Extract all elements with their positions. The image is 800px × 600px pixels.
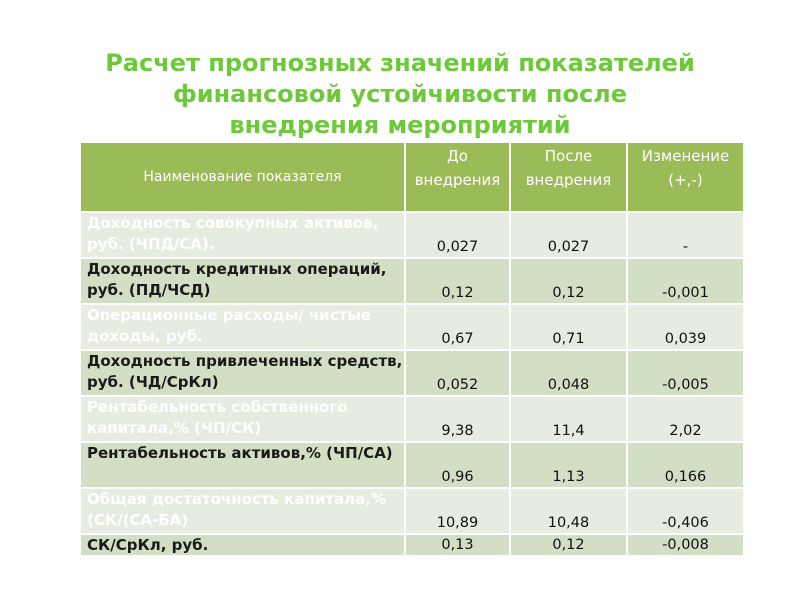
row-before: 0,12 (405, 258, 510, 304)
table-row (80, 258, 744, 304)
row-name: Операционные расходы/ чистые доходы, руб. (87, 306, 372, 345)
row-name: Общая достаточность капитала,% (СК/(СА-БА) (87, 490, 386, 529)
row-after: 0,71 (510, 304, 627, 350)
row-name-cell (80, 442, 405, 488)
row-name: Доходность привлеченных средств, руб. (ЧД/СрКл) (87, 352, 403, 391)
row-after: 0,12 (510, 258, 627, 304)
table-row (80, 534, 744, 556)
row-before: 0,027 (405, 212, 510, 258)
title-line-3: внедрения мероприятий (229, 111, 571, 139)
row-before: 0,13 (405, 534, 510, 556)
header-change (627, 142, 744, 212)
table-row (80, 350, 744, 396)
row-change: - (627, 212, 744, 258)
table-header-row (80, 142, 744, 212)
slide-title (60, 48, 740, 141)
title-line-2: финансовой устойчивости после (172, 80, 628, 108)
table-row (80, 396, 744, 442)
row-name-cell (80, 396, 405, 442)
row-name-cell (80, 534, 405, 556)
row-before: 0,96 (405, 442, 510, 488)
row-change: -0,001 (627, 258, 744, 304)
row-name: Рентабельность активов,% (ЧП/СА) (87, 444, 393, 462)
row-after: 10,48 (510, 488, 627, 534)
row-name: Доходность совокупных активов, руб. (ЧПД/СА). (87, 214, 379, 253)
row-name-cell (80, 258, 405, 304)
row-after: 0,048 (510, 350, 627, 396)
table-row (80, 488, 744, 534)
indicators-table (79, 141, 745, 557)
row-name: Рентабельность собственного капитала,% (ЧП/СК) (87, 398, 348, 437)
row-before: 0,052 (405, 350, 510, 396)
row-name: СК/СрКл, руб. (87, 536, 209, 554)
row-change: 0,039 (627, 304, 744, 350)
row-name: Доходность кредитных операций, руб. (ПД/ЧСД) (87, 260, 387, 299)
row-before: 9,38 (405, 396, 510, 442)
row-change: 0,166 (627, 442, 744, 488)
table-row (80, 442, 744, 488)
row-after: 1,13 (510, 442, 627, 488)
header-before-text: До внедрения (414, 147, 501, 189)
row-change: 2,02 (627, 396, 744, 442)
row-after: 0,027 (510, 212, 627, 258)
row-after: 0,12 (510, 534, 627, 556)
row-before: 10,89 (405, 488, 510, 534)
row-change: -0,406 (627, 488, 744, 534)
table-row (80, 212, 744, 258)
row-name-cell (80, 488, 405, 534)
header-before (405, 142, 510, 212)
header-name: Наименование показателя (80, 142, 405, 212)
header-after (510, 142, 627, 212)
header-change-text: Изменение (+,-) (641, 147, 730, 189)
row-name-cell (80, 212, 405, 258)
row-before: 0,67 (405, 304, 510, 350)
header-after-text: После внедрения (525, 147, 612, 189)
row-name-cell (80, 350, 405, 396)
title-line-1: Расчет прогнозных значений показателей (105, 49, 695, 77)
row-change: -0,005 (627, 350, 744, 396)
row-change: -0,008 (627, 534, 744, 556)
row-name-cell (80, 304, 405, 350)
table-row (80, 304, 744, 350)
row-after: 11,4 (510, 396, 627, 442)
